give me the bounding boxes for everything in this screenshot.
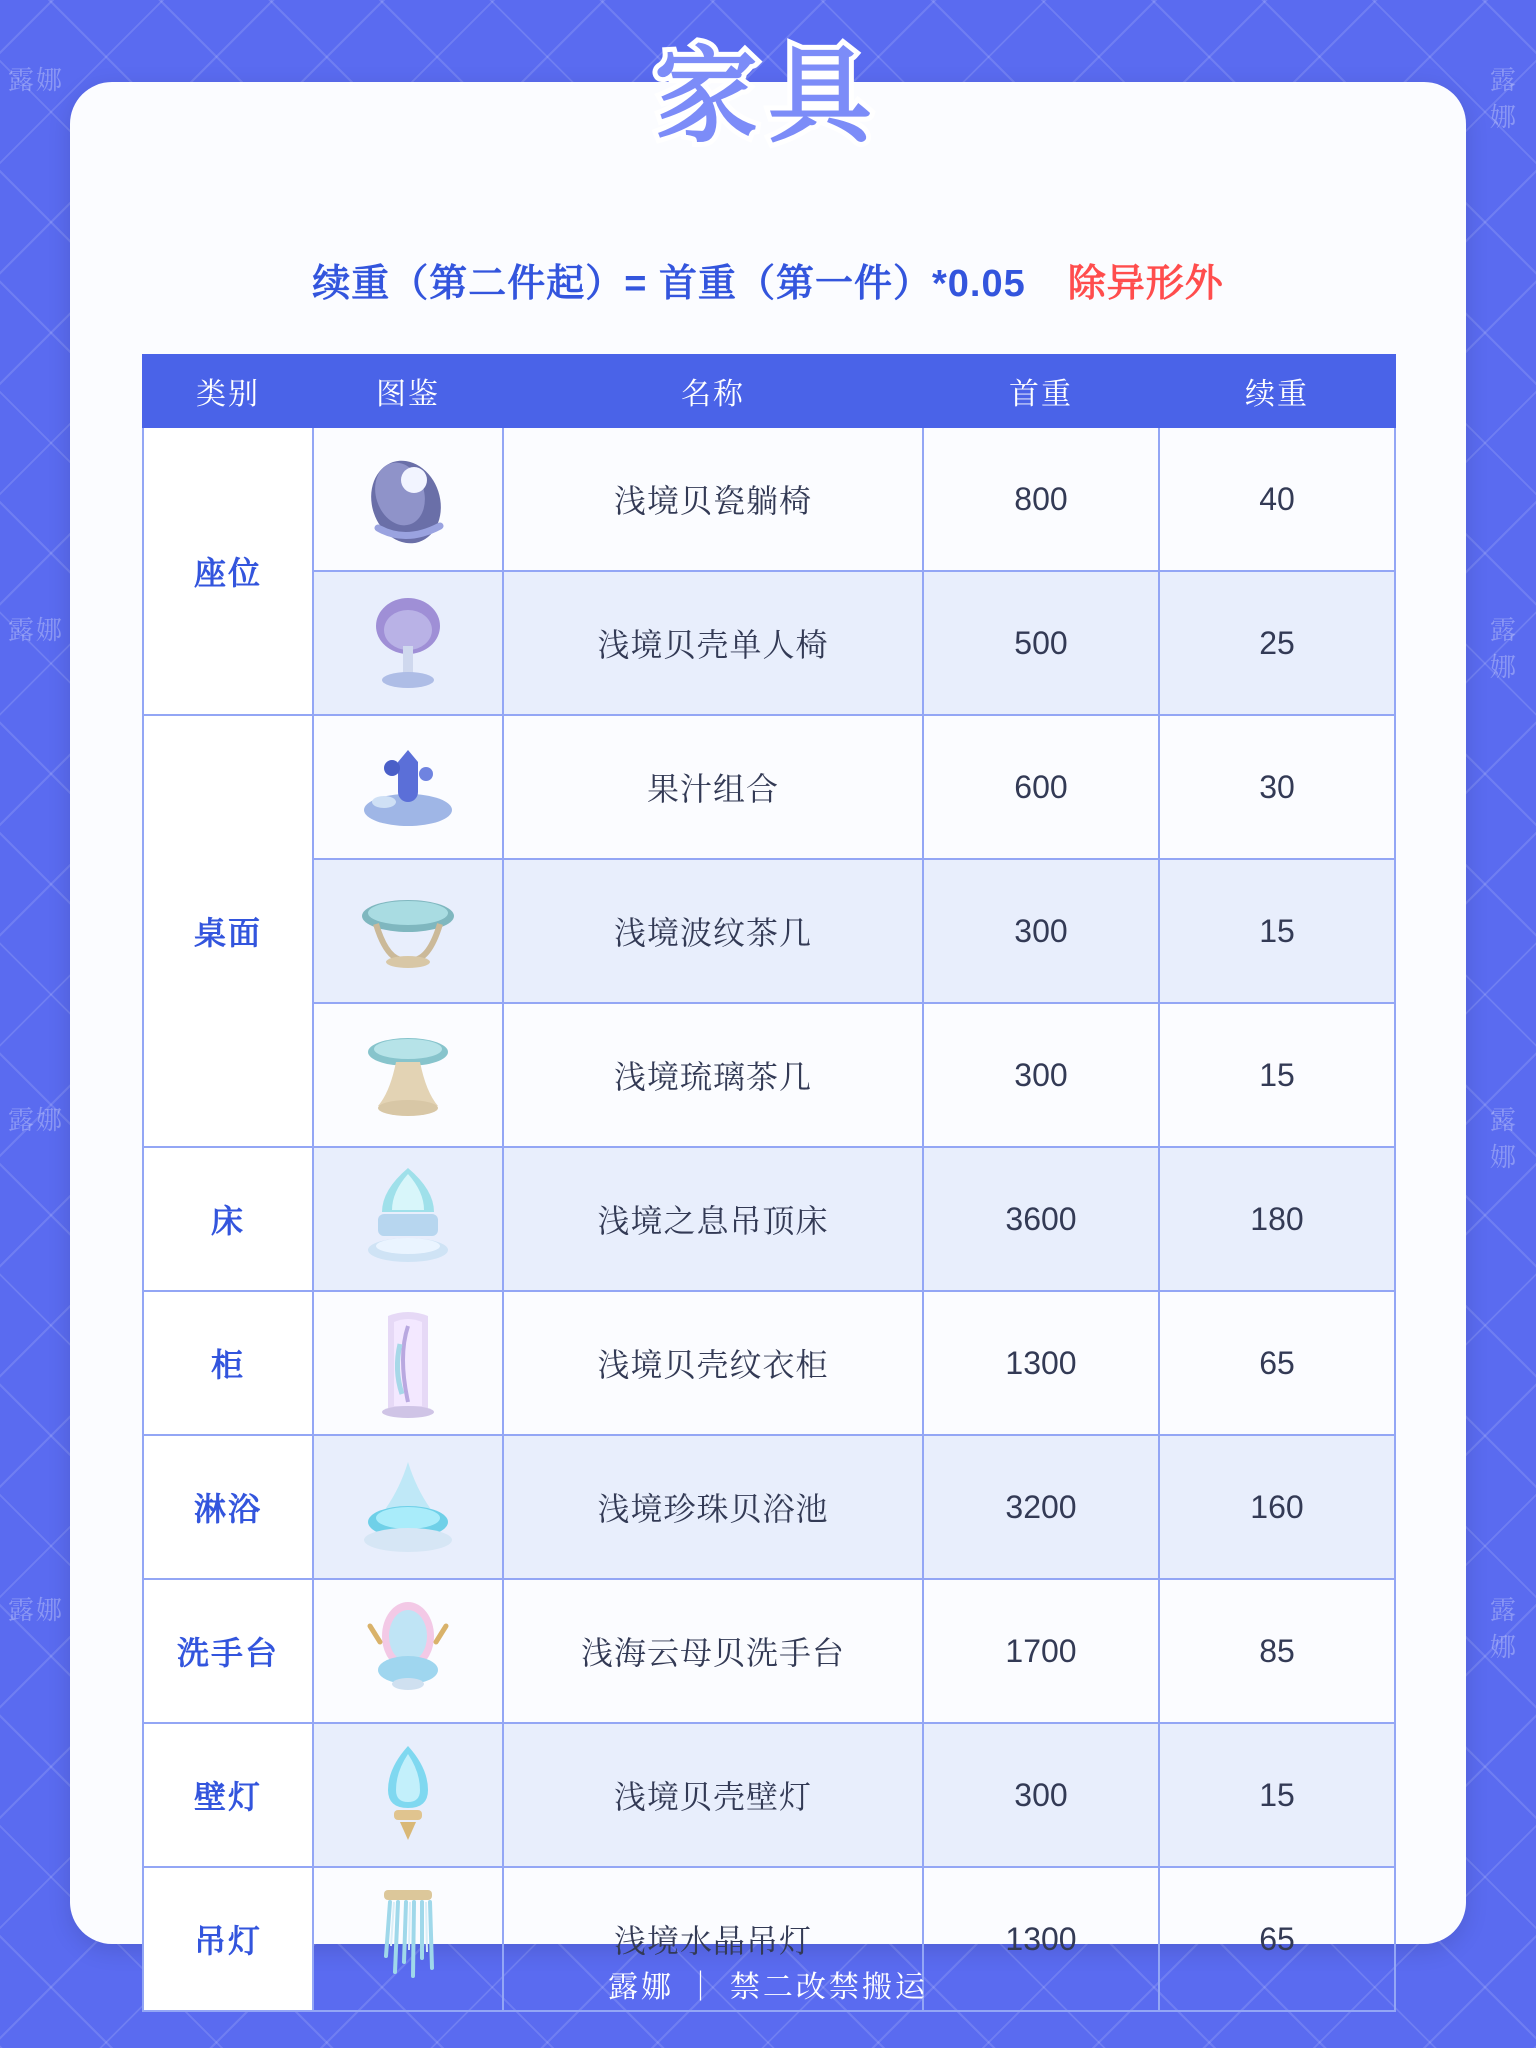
formula-note [70, 252, 1466, 307]
category-cell: 壁灯 [143, 1723, 313, 1867]
icon-cell [313, 427, 503, 571]
header-category: 类别 [143, 355, 313, 427]
name-cell: 浅境珍珠贝浴池 [503, 1435, 923, 1579]
sink-icon [348, 1592, 468, 1710]
header-first-weight: 首重 [923, 355, 1159, 427]
name-cell: 果汁组合 [503, 715, 923, 859]
extra-weight-cell: 40 [1159, 427, 1395, 571]
exception-note: 除异形外 [1067, 263, 1224, 305]
category-cell: 柜 [143, 1291, 313, 1435]
category-cell: 桌面 [143, 715, 313, 1147]
name-cell: 浅境贝壳壁灯 [503, 1723, 923, 1867]
first-weight-cell: 1300 [923, 1291, 1159, 1435]
extra-weight-cell: 15 [1159, 1723, 1395, 1867]
first-weight-cell: 3200 [923, 1435, 1159, 1579]
content-card [70, 35, 1466, 1959]
extra-weight-cell: 65 [1159, 1867, 1395, 2011]
footer-credit: 露娜 ｜ 禁二改禁搬运 [608, 1971, 928, 2004]
name-cell: 浅境贝壳单人椅 [503, 571, 923, 715]
table-row [143, 1147, 1395, 1291]
extra-weight-cell: 15 [1159, 859, 1395, 1003]
table-row [143, 427, 1395, 571]
first-weight-cell: 500 [923, 571, 1159, 715]
name-cell: 浅境琉璃茶几 [503, 1003, 923, 1147]
watermark: 露娜 [8, 615, 65, 645]
juice-set-icon [348, 728, 468, 846]
first-weight-cell: 300 [923, 859, 1159, 1003]
watermark: 露娜 [1490, 1595, 1519, 1662]
table-row [143, 859, 1395, 1003]
extra-weight-cell: 85 [1159, 1579, 1395, 1723]
first-weight-cell: 1300 [923, 1867, 1159, 2011]
watermark: 露娜 [1490, 65, 1519, 132]
extra-weight-cell: 65 [1159, 1291, 1395, 1435]
furniture-table [142, 354, 1396, 2012]
header-name: 名称 [503, 355, 923, 427]
icon-cell [313, 1435, 503, 1579]
header-extra-weight: 续重 [1159, 355, 1395, 427]
category-cell: 座位 [143, 427, 313, 715]
icon-cell [313, 1723, 503, 1867]
name-cell: 浅境之息吊顶床 [503, 1147, 923, 1291]
category-cell: 吊灯 [143, 1867, 313, 2011]
icon-cell [313, 1579, 503, 1723]
watermark: 露娜 [8, 1105, 65, 1135]
watermark: 露娜 [8, 1595, 65, 1625]
name-cell: 浅境波纹茶几 [503, 859, 923, 1003]
table-row [143, 1003, 1395, 1147]
glass-table-icon [348, 1016, 468, 1134]
name-cell: 浅海云母贝洗手台 [503, 1579, 923, 1723]
watermark: 露娜 [8, 65, 65, 95]
watermark: 露娜 [1490, 1105, 1519, 1172]
icon-cell [313, 571, 503, 715]
table-header-row [143, 355, 1395, 427]
table-row [143, 1579, 1395, 1723]
extra-weight-cell: 180 [1159, 1147, 1395, 1291]
icon-cell [313, 1147, 503, 1291]
page-title: 家具 [653, 35, 882, 157]
icon-cell [313, 715, 503, 859]
lounge-chair-icon [348, 440, 468, 558]
name-cell: 浅境贝壳纹衣柜 [503, 1291, 923, 1435]
shell-chair-icon [348, 584, 468, 702]
wardrobe-icon [348, 1304, 468, 1422]
first-weight-cell: 3600 [923, 1147, 1159, 1291]
table-row [143, 571, 1395, 715]
table-row [143, 1291, 1395, 1435]
extra-weight-cell: 15 [1159, 1003, 1395, 1147]
watermark: 露娜 [1490, 615, 1519, 682]
category-cell: 床 [143, 1147, 313, 1291]
page-title-container [70, 12, 1466, 162]
icon-cell [313, 859, 503, 1003]
bath-icon [348, 1448, 468, 1566]
table-body [143, 427, 1395, 2011]
table-row [143, 1435, 1395, 1579]
category-cell: 洗手台 [143, 1579, 313, 1723]
extra-weight-cell: 160 [1159, 1435, 1395, 1579]
icon-cell [313, 1003, 503, 1147]
table-row [143, 1723, 1395, 1867]
header-icon: 图鉴 [313, 355, 503, 427]
canopy-bed-icon [348, 1160, 468, 1278]
ripple-table-icon [348, 872, 468, 990]
extra-weight-cell: 30 [1159, 715, 1395, 859]
first-weight-cell: 1700 [923, 1579, 1159, 1723]
icon-cell [313, 1291, 503, 1435]
first-weight-cell: 300 [923, 1723, 1159, 1867]
wall-lamp-icon [348, 1736, 468, 1854]
formula-text: 续重（第二件起）= 首重（第一件）*0.05 [312, 263, 1026, 305]
name-cell: 浅境水晶吊灯 [503, 1867, 923, 2011]
table-row [143, 715, 1395, 859]
extra-weight-cell: 25 [1159, 571, 1395, 715]
first-weight-cell: 300 [923, 1003, 1159, 1147]
name-cell: 浅境贝瓷躺椅 [503, 427, 923, 571]
first-weight-cell: 800 [923, 427, 1159, 571]
category-cell: 淋浴 [143, 1435, 313, 1579]
first-weight-cell: 600 [923, 715, 1159, 859]
